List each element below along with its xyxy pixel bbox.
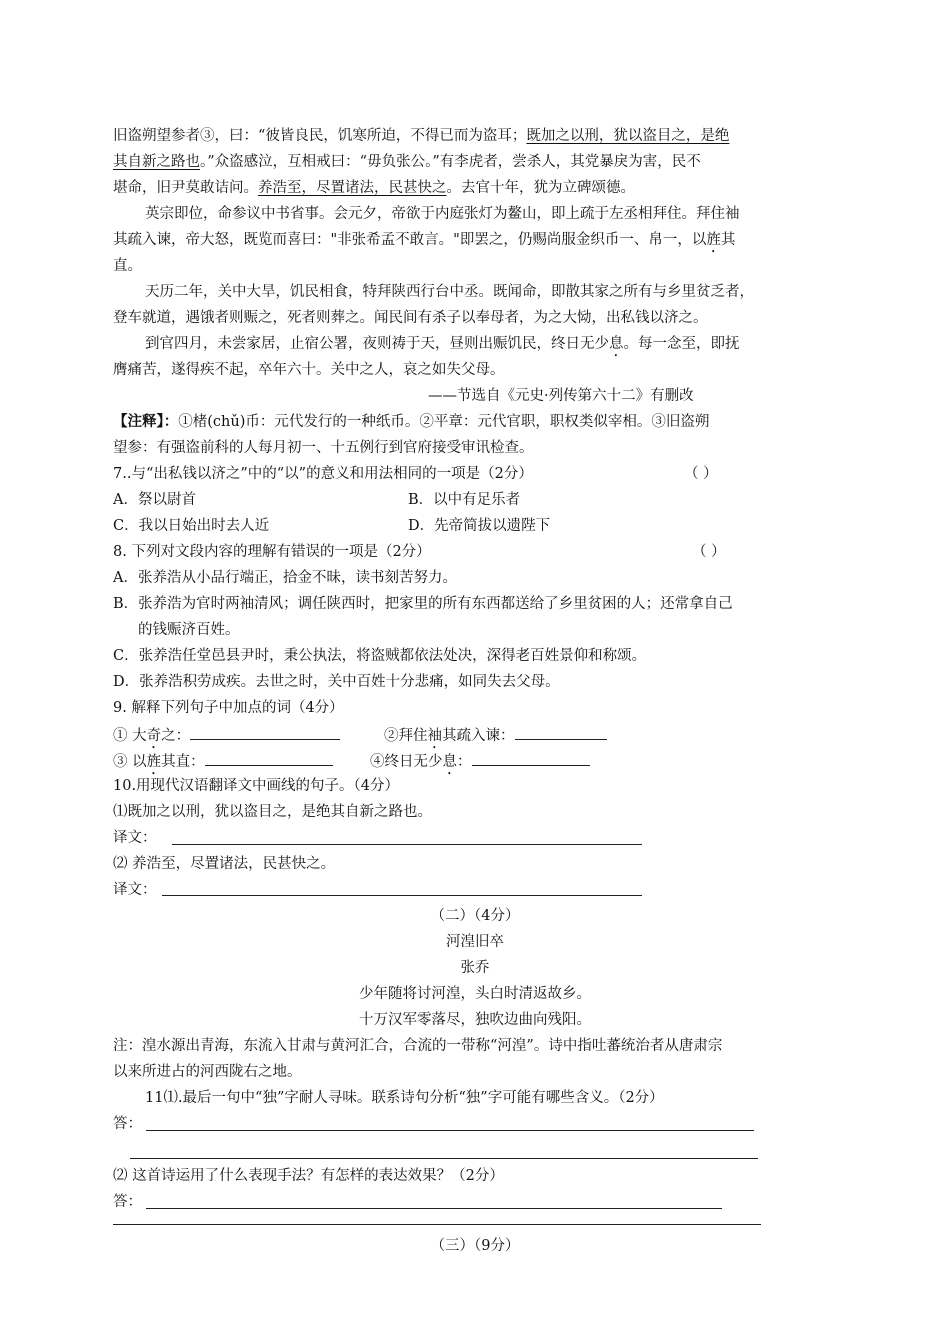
passage-line: 旧盗朔望参者③，曰：“彼皆良民，饥寒所迫，不得已而为盗耳；既加之以刑，犹以盗目之，是绝 xyxy=(113,128,730,144)
passage-line: 膺痛苦，遂得疾不起，卒年六十。关中之人，哀之如失父母。 xyxy=(113,362,505,378)
question-11-1: 11⑴.最后一句中“独”字耐人寻味。联系诗句分析“独”字可能有哪些含义。（2分） xyxy=(145,1090,664,1106)
answer-label: 答： xyxy=(113,1116,142,1132)
option-d: D．先帝简拔以遗陛下 xyxy=(408,518,551,534)
passage-line: 堪命，旧尹莫敢诘问。养浩至，尽置诸法，民甚快之。去官十年，犹为立碑颂德。 xyxy=(113,180,635,196)
poem-line-1: 少年随将讨河湟，头白时清返故乡。 xyxy=(359,986,591,1002)
q9-item-3: ③ 以旌其直： xyxy=(113,750,333,778)
answer-line[interactable] xyxy=(130,1158,758,1159)
option-b: B．张养浩为官时两袖清风；调任陕西时，把家里的所有东西都送给了乡里贫困的人；还常拿自己 xyxy=(113,596,733,612)
translation-label: 译文： xyxy=(113,830,157,846)
option-b: B．以中有足乐者 xyxy=(408,492,521,508)
q9-item-4: ④终日无少息： xyxy=(370,750,590,778)
passage-line: 其疏入谏，帝大怒，既览而喜曰："非张希孟不敢言。"即罢之，仍赐尚服金织币一、帛一，以旌其 xyxy=(113,232,736,248)
passage-line: 天历二年，关中大旱，饥民相食，特拜陕西行台中丞。既闻命，即散其家之所有与乡里贫乏者， xyxy=(145,284,754,300)
annotation-line: 望参：有强盗前科的人每月初一、十五例行到官府接受审讯检查。 xyxy=(113,440,534,456)
question-9-stem: 9. 解释下列句子中加点的词（4分） xyxy=(113,700,344,716)
dotted-char: 旌 xyxy=(146,754,162,770)
section-3-heading: （三）（9分） xyxy=(430,1238,520,1254)
question-8-stem: 8. 下列对文段内容的理解有错误的一项是（2分） xyxy=(113,544,431,560)
dotted-char: 奇 xyxy=(146,728,162,744)
answer-paren: （ ） xyxy=(684,466,718,482)
passage-line: 英宗即位，命参议中书省事。会元夕，帝欲于内庭张灯为鳌山，即上疏于左丞相拜住。拜住袖 xyxy=(145,206,740,222)
dotted-char: 袖 xyxy=(427,728,442,744)
poem-note-cont: 以来所进占的河西陇右之地。 xyxy=(113,1064,302,1080)
annotation: 【注释】：①楮(chǔ)币：元代发行的一种纸币。②平章：元代官职，职权类似宰相。③旧盗朔 xyxy=(113,413,710,430)
q10-sentence-1: ⑴既加之以刑，犹以盗目之，是绝其自新之路也。 xyxy=(113,804,432,820)
answer-line[interactable] xyxy=(146,1130,754,1131)
underlined-sentence-2: 养浩至，尽置诸法，民甚快之 xyxy=(258,180,447,196)
dotted-char: 息 xyxy=(609,336,624,352)
poem-note: 注：湟水源出青海，东流入甘肃与黄河汇合，合流的一带称“河湟”。诗中指吐蕃统治者从唐肃宗 xyxy=(113,1038,723,1054)
q10-sentence-2: ⑵ 养浩至，尽置诸法，民甚快之。 xyxy=(113,856,336,872)
option-d: D．张养浩积劳成疾。去世之时，关中百姓十分悲痛，如同失去父母。 xyxy=(113,674,560,690)
answer-blank[interactable] xyxy=(515,724,607,740)
question-7-stem: 7..与“出私钱以济之”中的“以”的意义和用法相同的一项是（2分） xyxy=(113,466,533,482)
poem-line-2: 十万汉军零落尽，独吹边曲向残阳。 xyxy=(359,1012,591,1028)
answer-blank[interactable] xyxy=(190,724,340,740)
q9-item-2: ②拜住袖其疏入谏： xyxy=(384,724,607,752)
dotted-char: 旌 xyxy=(706,232,721,248)
annotation-label: 【注释】： xyxy=(113,413,179,430)
poem-title: 河湟旧卒 xyxy=(446,934,504,950)
option-c: C．张养浩任堂邑县尹时，秉公执法，将盗贼都依法处决，深得老百姓景仰和称颂。 xyxy=(113,648,647,664)
q9-item-1: ① 大奇之： xyxy=(113,724,340,752)
section-2-heading: （二）（4分） xyxy=(430,908,520,924)
underlined-sentence-1: 既加之以刑，犹以盗目之，是绝 xyxy=(526,128,730,144)
answer-paren: （ ） xyxy=(692,544,726,560)
option-b-cont: 的钱赈济百姓。 xyxy=(138,622,240,638)
translation-label: 译文： xyxy=(113,882,157,898)
answer-label: 答： xyxy=(113,1194,142,1210)
option-c: C．我以日始出时去人近 xyxy=(113,518,270,534)
answer-blank[interactable] xyxy=(205,750,333,766)
question-10-stem: 10.用现代汉语翻译文中画线的句子。（4分） xyxy=(113,778,400,794)
answer-blank[interactable] xyxy=(472,750,590,766)
source-citation: ——节选自《元史·列传第六十二》有删改 xyxy=(428,388,694,404)
answer-line[interactable] xyxy=(162,895,642,896)
passage-line: 其自新之路也。”众盗感泣，互相戒曰：“毋负张公。”有李虎者，尝杀人，其党暴戾为害，民不 xyxy=(113,154,701,170)
poem-author: 张乔 xyxy=(460,960,490,976)
passage-line: 到官四月，未尝家居，止宿公署，夜则祷于天，昼则出赈饥民，终日无少息。每一念至，即抚 xyxy=(145,336,740,352)
answer-line[interactable] xyxy=(146,1208,722,1209)
question-11-2: ⑵ 这首诗运用了什么表现手法？有怎样的表达效果？（2分） xyxy=(113,1168,504,1184)
answer-line[interactable] xyxy=(113,1224,761,1225)
underlined-sentence-1-end: 其自新之路也 xyxy=(113,154,200,170)
dotted-char: 息 xyxy=(442,754,457,770)
option-a: A．张养浩从小品行端正，拾金不昧，读书刻苦努力。 xyxy=(113,570,457,586)
answer-line[interactable] xyxy=(172,844,642,845)
option-a: A．祭以尉首 xyxy=(113,492,196,508)
passage-line: 登车就道，遇饿者则赈之，死者则葬之。闻民间有杀子以奉母者，为之大恸，出私钱以济之。 xyxy=(113,310,708,326)
passage-line: 直。 xyxy=(113,258,142,274)
